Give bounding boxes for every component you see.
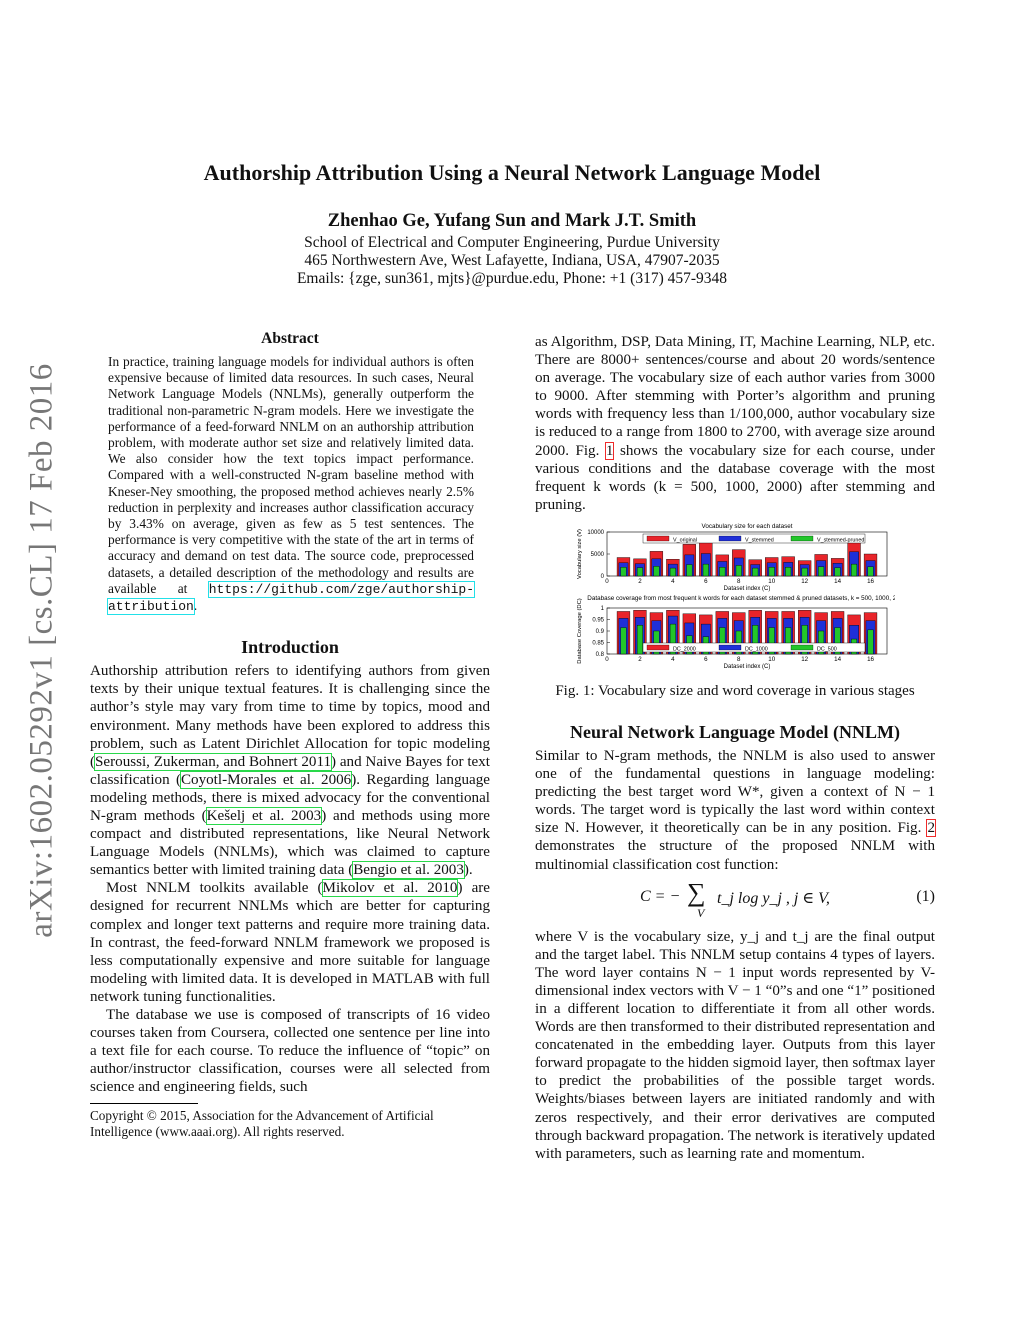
x-tick-label: 16 — [867, 655, 874, 663]
bar-v-stemmed-pruned — [851, 564, 857, 576]
intro-p1-d: ) and methods using more compact and distributed representations, like Neural Network Language Models (NNLMs), which was claimed to capture semantics better with limited training data ( — [90, 808, 490, 879]
y-tick-label: 0 — [600, 573, 604, 580]
abstract-end: . — [193, 598, 198, 614]
x-tick-label: 4 — [671, 655, 675, 663]
bar-v-stemmed-pruned — [736, 565, 742, 576]
x-tick-label: 14 — [834, 577, 842, 585]
bar-v-stemmed-pruned — [785, 567, 791, 576]
x-tick-label: 6 — [704, 655, 708, 663]
x-tick-label: 0 — [605, 655, 609, 663]
legend-swatch — [647, 645, 669, 650]
legend-swatch — [719, 536, 741, 541]
figure-ref-link[interactable]: 1 — [605, 442, 614, 459]
figure-1-caption: Fig. 1: Vocabulary size and word coverage in various stages — [555, 682, 915, 699]
nnlm-heading: Neural Network Language Model (NNLM) — [570, 721, 900, 742]
left-column — [90, 330, 490, 1140]
paper-authors: Zhenhao Ge, Yufang Sun and Mark J.T. Smith — [327, 211, 697, 231]
y-axis-label: Vocabulary size (V) — [577, 528, 583, 579]
legend-label: DC_2000 — [673, 646, 696, 653]
affiliation-line-2: 465 Northwestern Ave, West Lafayette, Indiana, USA, 47907-2035 — [304, 252, 720, 269]
y-tick-label: 0.8 — [595, 651, 604, 658]
bar-v-stemmed-pruned — [719, 567, 725, 576]
citation-link[interactable]: Coyotl-Morales et al. 2006 — [180, 771, 352, 788]
chart-title: Database coverage from most frequent k words for each dataset stemmed & pruned datasets, k = 500, 1000, 2000 — [587, 594, 895, 602]
bar-v-stemmed-pruned — [868, 567, 874, 576]
intro-paragraph-3: The database we use is composed of transcripts of 16 video courses taken from Coursera, collected one sentence per line into a text file for each course. To reduce the influence of “topic” on author/instructor classification, courses were all selected from science and engineering fields, such — [90, 1007, 490, 1096]
arxiv-stamp-text: arXiv:1602.05292v1 [cs.CL] 17 Feb 2016 — [23, 362, 60, 938]
x-tick-label: 2 — [638, 655, 642, 663]
x-tick-label: 10 — [768, 655, 776, 663]
x-tick-label: 16 — [867, 577, 874, 585]
legend-swatch — [647, 536, 669, 541]
citation-link[interactable]: Seroussi, Zukerman, and Bohnert 2011 — [95, 753, 332, 770]
bar-v-stemmed-pruned — [818, 567, 824, 576]
y-tick-label: 0.95 — [592, 617, 604, 624]
abstract-heading: Abstract — [261, 330, 319, 347]
footnote-rule — [90, 1103, 198, 1104]
citation-link[interactable]: Mikolov et al. 2010 — [322, 880, 458, 897]
x-tick-label: 4 — [671, 577, 675, 585]
equation-sum-subscript: V — [697, 905, 705, 920]
equation-number: (1) — [916, 887, 935, 905]
bar-v-stemmed-pruned — [670, 568, 676, 576]
right-p1-b: shows the vocabulary size for each course, under various conditions and the database coverage with the most frequent k words (k = 500, 1000, 2000) after stemming and pruning. — [535, 442, 935, 513]
bar-v-stemmed-pruned — [654, 566, 660, 576]
legend-label: DC_1000 — [745, 646, 768, 653]
source-code-link[interactable]: https://github.com/zge/authorship-attribution — [108, 581, 474, 615]
equation-1 — [535, 877, 935, 920]
bar-v-stemmed-pruned — [769, 567, 775, 576]
bar-v-stemmed-pruned — [752, 568, 758, 576]
intro-p2-a: Most NNLM toolkits available ( — [106, 880, 323, 897]
intro-p1-c: ). Regarding language modeling methods, there is mixed advocacy for the conventional N-gram methods ( — [90, 771, 490, 824]
bar-v-stemmed-pruned — [687, 564, 693, 575]
x-tick-label: 8 — [737, 655, 741, 663]
legend-label: V_stemmed-pruned — [817, 537, 865, 544]
intro-paragraph-2 — [90, 879, 490, 1006]
intro-p1-a: Authorship attribution refers to identifying authors from given texts by their unique textual features. It is challenging since the author’s style may vary from time to time by topics, mood and environment. Many methods have been explored to address this problem, such as Latent Dirichlet Allocation for topic modeling ( — [90, 663, 490, 770]
x-axis-label: Dataset index (C) — [723, 585, 771, 592]
y-tick-label: 0.9 — [595, 628, 604, 635]
x-tick-label: 0 — [605, 577, 609, 585]
legend-label: V_original — [673, 537, 697, 544]
bar-v-stemmed-pruned — [637, 568, 643, 576]
introduction-heading: Introduction — [241, 637, 339, 658]
nnlm-paragraph-1 — [535, 747, 935, 874]
y-tick-label: 5000 — [590, 551, 604, 558]
arxiv-stamp — [20, 350, 64, 950]
equation-sum-symbol: ∑ — [687, 877, 706, 907]
x-tick-label: 14 — [834, 655, 842, 663]
paper-title: Authorship Attribution Using a Neural Network Language Model — [203, 160, 821, 185]
nnlm-p1-a: Similar to N-gram methods, the NNLM is also used to answer one of the fundamental questions in language modeling: predicting the best target word W*, given a context of N − 1 words. The target word is typically the last word within context size N. However, it theoretically can be in any position. Fig. — [535, 747, 935, 837]
equation-rhs: t_j log y_j , j ∈ V, — [717, 889, 830, 907]
x-tick-label: 12 — [801, 655, 809, 663]
abstract-text — [108, 354, 474, 615]
chart-title: Vocabulary size for each dataset — [701, 522, 793, 530]
bar-dc-500 — [621, 627, 627, 653]
right-p1-a: as Algorithm, DSP, Data Mining, IT, Machine Learning, NLP, etc. There are 8000+ sentences/course and about 20 words/sentence on average. The vocabulary size of each author varies from 3000 to 9000. After stemming with Porter’s algorithm and pruning words with frequency less than 1/100,000, author vocabulary size is reduced to a range from 1800 to 2700, with average size around 2000. Fig. — [535, 334, 935, 459]
bar-v-stemmed-pruned — [802, 568, 808, 576]
y-tick-label: 1 — [600, 605, 604, 612]
x-tick-label: 6 — [704, 577, 708, 585]
affiliation-line-3: Emails: {zge, sun361, mjts}@purdue.edu, Phone: +1 (317) 457-9348 — [296, 270, 728, 287]
right-column — [535, 333, 935, 1163]
bar-dc-500 — [637, 625, 643, 654]
citation-link[interactable]: Kešelj et al. 2003 — [206, 808, 322, 824]
x-axis-label: Dataset index (C) — [723, 663, 771, 670]
legend-label: DC_500 — [817, 646, 837, 653]
bar-v-stemmed-pruned — [621, 567, 627, 576]
legend-swatch — [719, 645, 741, 650]
abstract-body: In practice, training language models for individual authors is often expensive because of limited data resources. In such cases, Neural Network Language Models (NNLMs), generally outperform the traditional non-parametric N-gram models. Here we investigate the performance of a feed-forward NNLM on an authorship attribution problem, with moderate author set size and relatively limited data. We also consider how the text topics impact performance. Compared with a well-constructed N-gram baseline method with Kneser-Ney smoothing, the proposed method achieves nearly 2.5% reduction in perplexity and increases author classification accuracy by 3.43% on average, given as few as 5 test sentences. The performance is very competitive with the state of the art in terms of accuracy and demand on test data. The source code, preprocessed datasets, a detailed description of the methodology and results are available at — [108, 354, 474, 596]
x-tick-label: 12 — [801, 577, 809, 585]
nnlm-p1-b: demonstrates the structure of the proposed NNLM with multinomial classification cost function: — [535, 838, 935, 873]
figure-1 — [565, 522, 895, 677]
legend-swatch — [791, 536, 813, 541]
right-paragraph-1 — [535, 333, 935, 514]
figure-ref-link[interactable]: 2 — [927, 820, 935, 837]
intro-p1-b: ) and Naive Bayes for text classification ( — [90, 753, 490, 788]
equation-lhs: C = − — [640, 887, 681, 905]
figure-1-charts — [565, 522, 895, 672]
y-tick-label: 0.85 — [592, 640, 604, 647]
citation-link[interactable]: Bengio et al. 2003 — [353, 862, 464, 879]
bar-v-stemmed-pruned — [703, 564, 709, 576]
legend-swatch — [791, 645, 813, 650]
intro-p1-e: ). — [463, 862, 473, 879]
nnlm-paragraph-2: where V is the vocabulary size, y_j and t_j are the final output and the target label. This NNLM setup contains 4 types of layers. The word layer contains N − 1 input words represented by V-dimensional index vectors with V − 1 “0”s and one “1” positioned in a different location to differentiate it from all other words. Words are then transformed to their distributed representation and concatenated in the embedding layer. Outputs from this layer forward propagate to the hidden sigmoid layer, then softmax layer to predict the probabilities of the possible target words. Weights/biases between layers are initiated randomly and with zeros respectively, and their error derivatives are computed through backward propagation. The network is iteratively updated with parameters, such as learning rate and momentum. — [535, 928, 935, 1162]
legend-label: V_stemmed — [745, 537, 774, 544]
x-tick-label: 10 — [768, 577, 776, 585]
y-tick-label: 10000 — [587, 529, 604, 536]
x-tick-label: 2 — [638, 577, 642, 585]
intro-p2-b: ) are designed for recurrent NNLMs which are better for capturing complex and longer text patterns and require more training data. In contrast, the feed-forward NNLM framework we proposed is less computationally expensive and more suitable for language modeling with limited data. It is developed in MATLAB with full network tuning functionalities. — [90, 880, 491, 1005]
affiliation-line-1: School of Electrical and Computer Engineering, Purdue University — [304, 234, 720, 251]
x-tick-label: 8 — [737, 577, 741, 585]
bar-v-stemmed-pruned — [835, 568, 841, 576]
y-axis-label: Database Coverage (DC) — [577, 598, 583, 664]
bar-dc-500 — [868, 630, 874, 654]
intro-paragraph-1 — [90, 662, 490, 879]
copyright-footnote: Copyright © 2015, Association for the Advancement of Artificial Intelligence (www.aaai.org). All rights reserved. — [90, 1107, 434, 1139]
